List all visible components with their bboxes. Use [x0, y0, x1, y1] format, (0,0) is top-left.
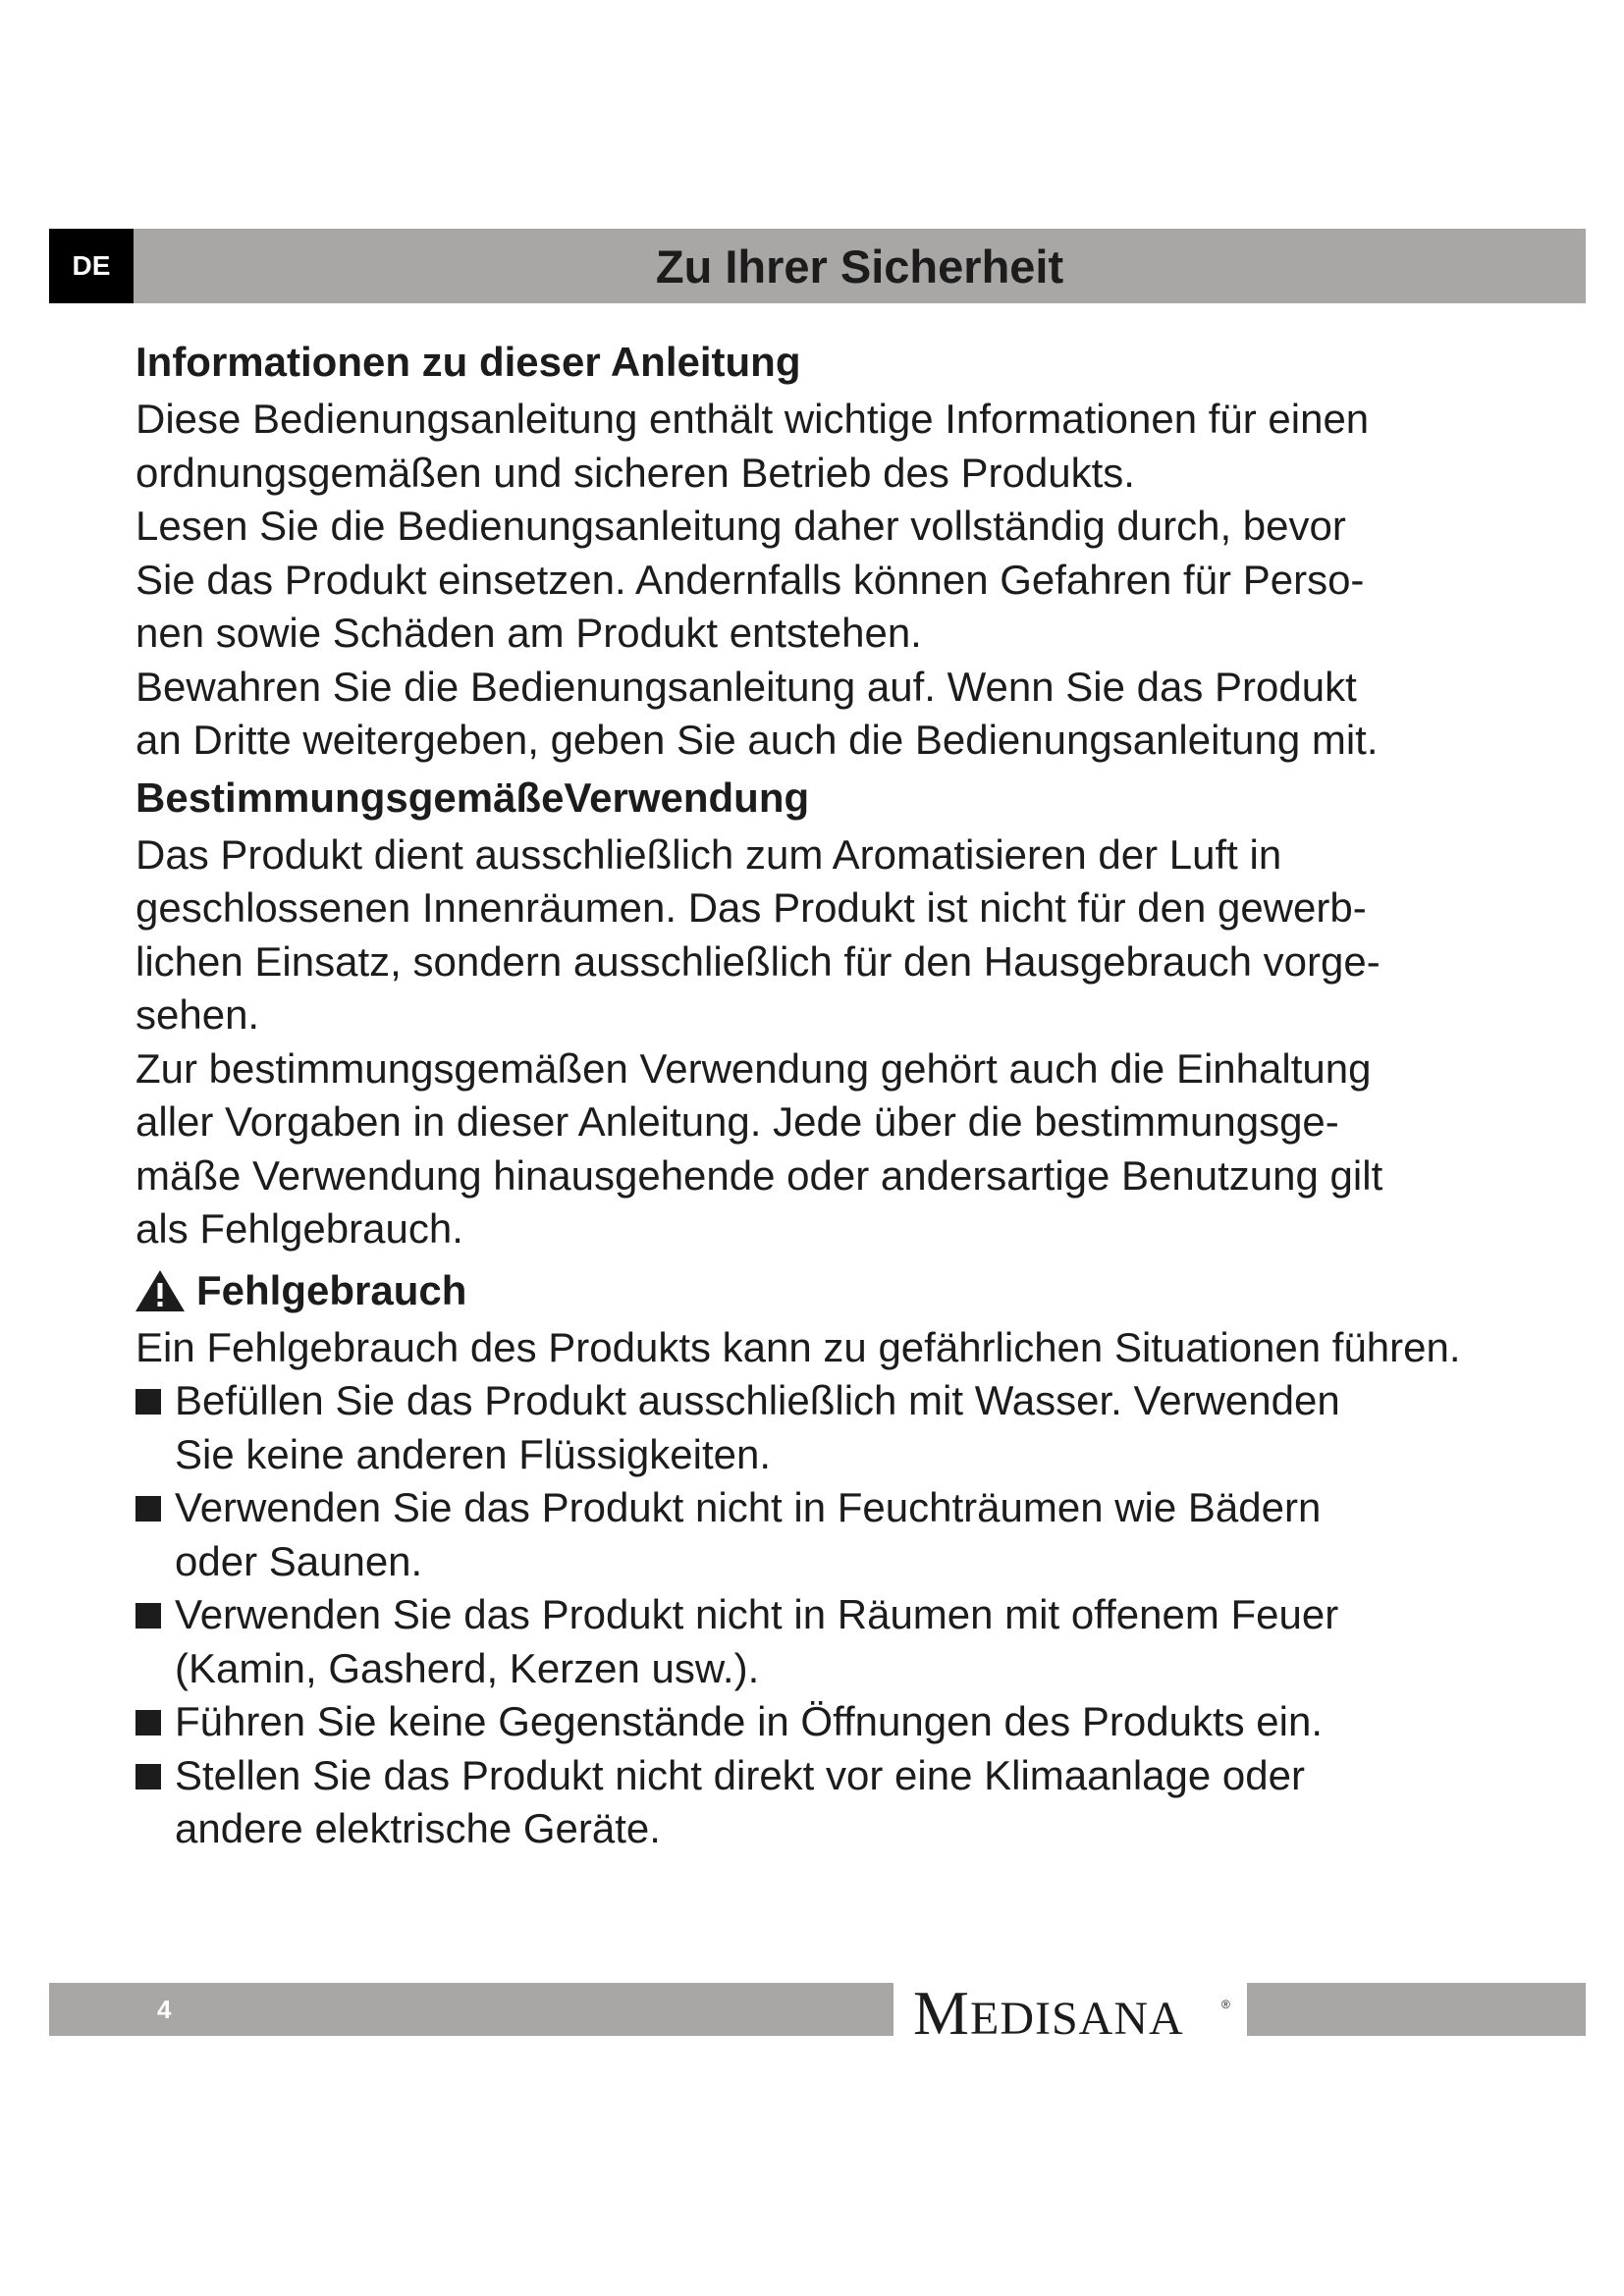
list-item-text — [175, 1588, 1338, 1695]
text-line: Verwenden Sie das Produkt nicht in Räumen mit offenem Feuer — [175, 1591, 1339, 1637]
text-line: Das Produkt dient ausschließlich zum Aromatisieren der Luft in — [135, 830, 1282, 878]
title-band — [134, 229, 1586, 303]
text-line: Lesen Sie die Bedienungsanleitung daher vollständig durch, bevor — [135, 503, 1346, 549]
page-title: Zu Ihrer Sicherheit — [655, 240, 1064, 293]
text-line: Verwenden Sie das Produkt nicht in Feuchträumen wie Bädern — [175, 1484, 1322, 1530]
text-line: Stellen Sie das Produkt nicht direkt vor eine Klimaanlage oder — [175, 1751, 1305, 1798]
text-line: Sie keine anderen Flüssigkeiten. — [175, 1430, 772, 1477]
text-line: geschlossenen Innenräumen. Das Produkt ist nicht für den gewerb- — [135, 884, 1367, 931]
footer-band-left — [49, 1983, 893, 2036]
content — [135, 332, 1530, 1856]
text-line: lichen Einsatz, sondern ausschließlich für den Hausgebrauch vorge- — [135, 937, 1380, 985]
list-item — [135, 1374, 1530, 1481]
warning-title: Fehlgebrauch — [196, 1266, 467, 1313]
footer-bar — [49, 1983, 1586, 2042]
list-item — [135, 1481, 1530, 1588]
bullet-square-icon — [135, 1764, 161, 1789]
svg-text:EDISANA: EDISANA — [970, 1993, 1184, 2042]
list-item-text — [175, 1749, 1305, 1856]
bullet-square-icon — [135, 1496, 161, 1522]
language-tab: DE — [49, 229, 134, 303]
bullet-square-icon — [135, 1603, 161, 1629]
section-body-information — [135, 393, 1530, 768]
section-body-intended-use — [135, 828, 1530, 1256]
text-line: ordnungsgemäßen und sicheren Betrieb des Produkts. — [135, 449, 1135, 496]
page-number: 4 — [157, 1994, 172, 2024]
warning-intro: Ein Fehlgebrauch des Produkts kann zu gefährlichen Situationen führen. — [135, 1323, 1461, 1370]
list-item — [135, 1749, 1530, 1856]
warning-heading — [135, 1260, 1530, 1321]
text-line: an Dritte weitergeben, geben Sie auch die Bedienungsanleitung mit. — [135, 717, 1379, 763]
text-line: als Fehlgebrauch. — [135, 1205, 463, 1252]
text-line: andere elektrische Geräte. — [175, 1805, 661, 1851]
header-bar — [49, 229, 1586, 303]
misuse-list — [137, 1374, 1530, 1856]
text-line: Bewahren Sie die Bedienungsanleitung auf. Wenn Sie das Produkt — [135, 663, 1357, 710]
text-line: sehen. — [135, 991, 260, 1038]
text-line: Führen Sie keine Gegenstände in Öffnungen des Produkts ein. — [175, 1698, 1324, 1744]
footer-band-right — [1247, 1983, 1586, 2036]
text-line: (Kamin, Gasherd, Kerzen usw.). — [175, 1644, 760, 1691]
list-item-text — [175, 1374, 1340, 1481]
section-heading-information: Informationen zu dieser Anleitung — [135, 339, 801, 385]
svg-text:M: M — [913, 1983, 969, 2042]
list-item-text — [175, 1695, 1323, 1749]
bullet-square-icon — [135, 1710, 161, 1735]
text-line: aller Vorgaben in dieser Anleitung. Jede über die bestimmungsge- — [135, 1098, 1339, 1145]
list-item — [135, 1695, 1530, 1749]
svg-text:®: ® — [1221, 1998, 1230, 2011]
warning-triangle-icon — [134, 1267, 187, 1314]
text-line: mäße Verwendung hinausgehende oder andersartige Benutzung gilt — [135, 1151, 1383, 1199]
list-item — [135, 1588, 1530, 1695]
list-item-text — [175, 1481, 1321, 1588]
brand-logo — [913, 1983, 1237, 2042]
section-heading-intended-use: BestimmungsgemäßeVerwendung — [135, 774, 810, 821]
text-line: oder Saunen. — [175, 1537, 423, 1584]
text-line: Befüllen Sie das Produkt ausschließlich mit Wasser. Verwenden — [175, 1377, 1340, 1423]
text-line: nen sowie Schäden am Produkt entstehen. — [135, 610, 922, 656]
text-line: Sie das Produkt einsetzen. Andernfalls können Gefahren für Perso- — [135, 556, 1365, 603]
text-line: Diese Bedienungsanleitung enthält wichtige Informationen für einen — [135, 396, 1370, 442]
text-line: Zur bestimmungsgemäßen Verwendung gehört auch die Einhaltung — [135, 1044, 1372, 1092]
bullet-square-icon — [135, 1389, 161, 1415]
